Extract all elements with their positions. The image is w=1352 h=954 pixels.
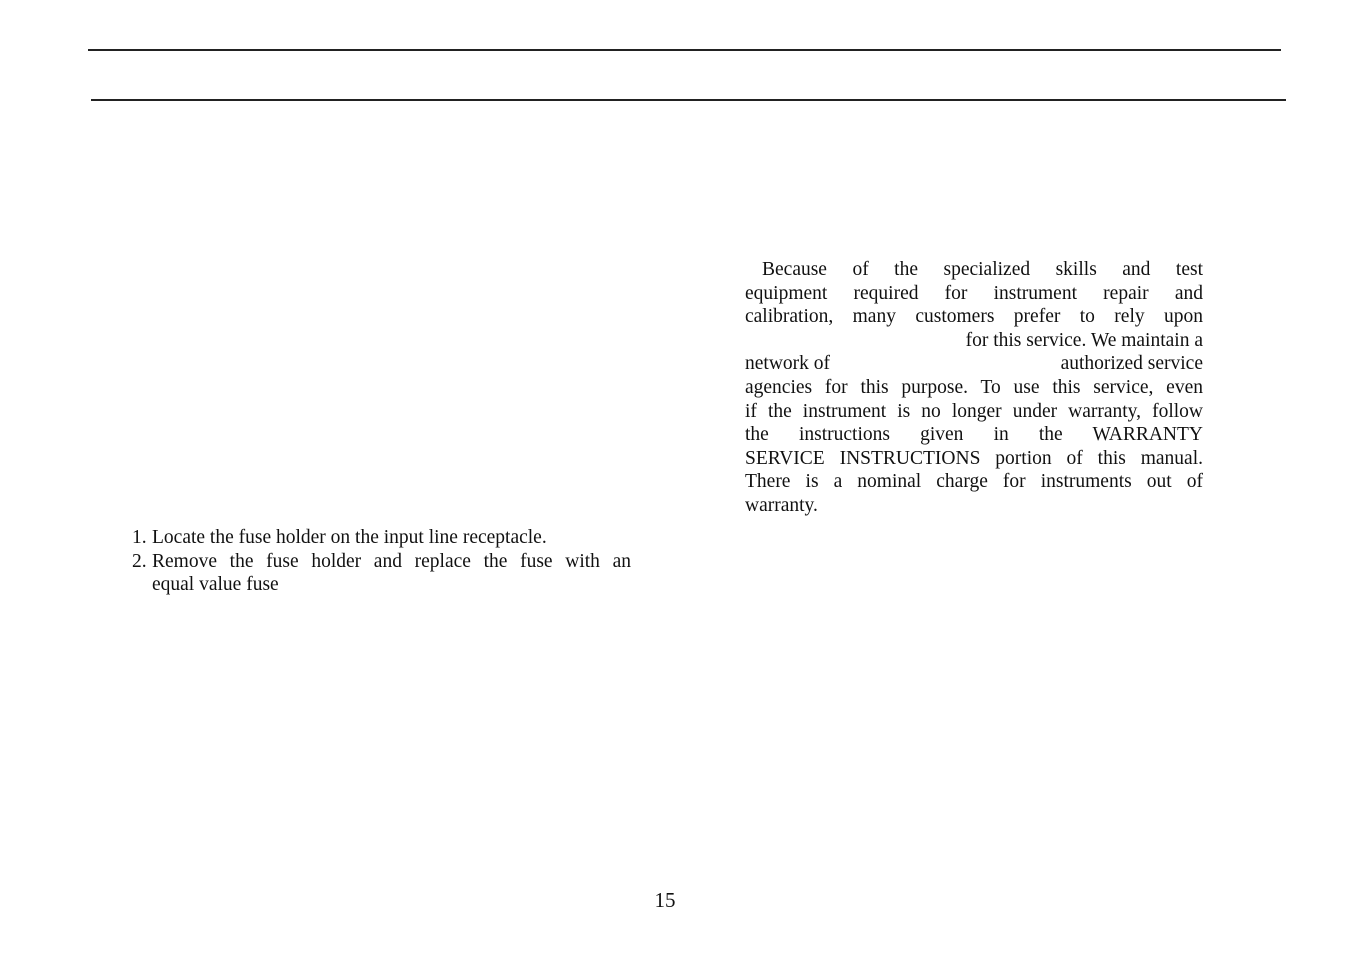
service-paragraph: [745, 258, 1203, 518]
step-line: equal value fuse: [152, 574, 279, 596]
paragraph-line: There is a nominal charge for instruments out of: [745, 471, 1203, 493]
paragraph-line: the instructions given in the WARRANTY: [745, 424, 1203, 446]
paragraph-line-right: authorized service: [1060, 353, 1203, 375]
paragraph-line: agencies for this purpose. To use this service, even: [745, 376, 1203, 398]
paragraph-line-split: [745, 352, 1203, 376]
step-line: Locate the fuse holder on the input line receptacle.: [152, 527, 547, 548]
fuse-replacement-steps: [132, 526, 631, 597]
list-item: [132, 526, 631, 550]
step-number: 2.: [132, 550, 147, 572]
page-number: 15: [654, 888, 676, 912]
paragraph-line: if the instrument is no longer under warranty, follow: [745, 400, 1203, 422]
paragraph-line: SERVICE INSTRUCTIONS portion of this manual.: [745, 447, 1203, 469]
header-rule-top: [88, 49, 1281, 51]
step-text: [152, 550, 631, 597]
paragraph-line: for this service. We maintain a: [965, 329, 1203, 351]
step-text: [152, 526, 631, 550]
step-number: 1.: [132, 527, 147, 548]
paragraph-line: calibration, many customers prefer to rely upon: [745, 306, 1203, 328]
paragraph-line-left: network of: [745, 353, 831, 375]
list-item: [132, 550, 631, 597]
paragraph-line: equipment required for instrument repair and: [745, 282, 1203, 304]
paragraph-line: Because of the specialized skills and test: [762, 259, 1203, 280]
step-line: Remove the fuse holder and replace the fuse with an: [152, 550, 631, 572]
header-rule-second: [91, 99, 1286, 101]
paragraph-line: warranty.: [745, 494, 818, 516]
